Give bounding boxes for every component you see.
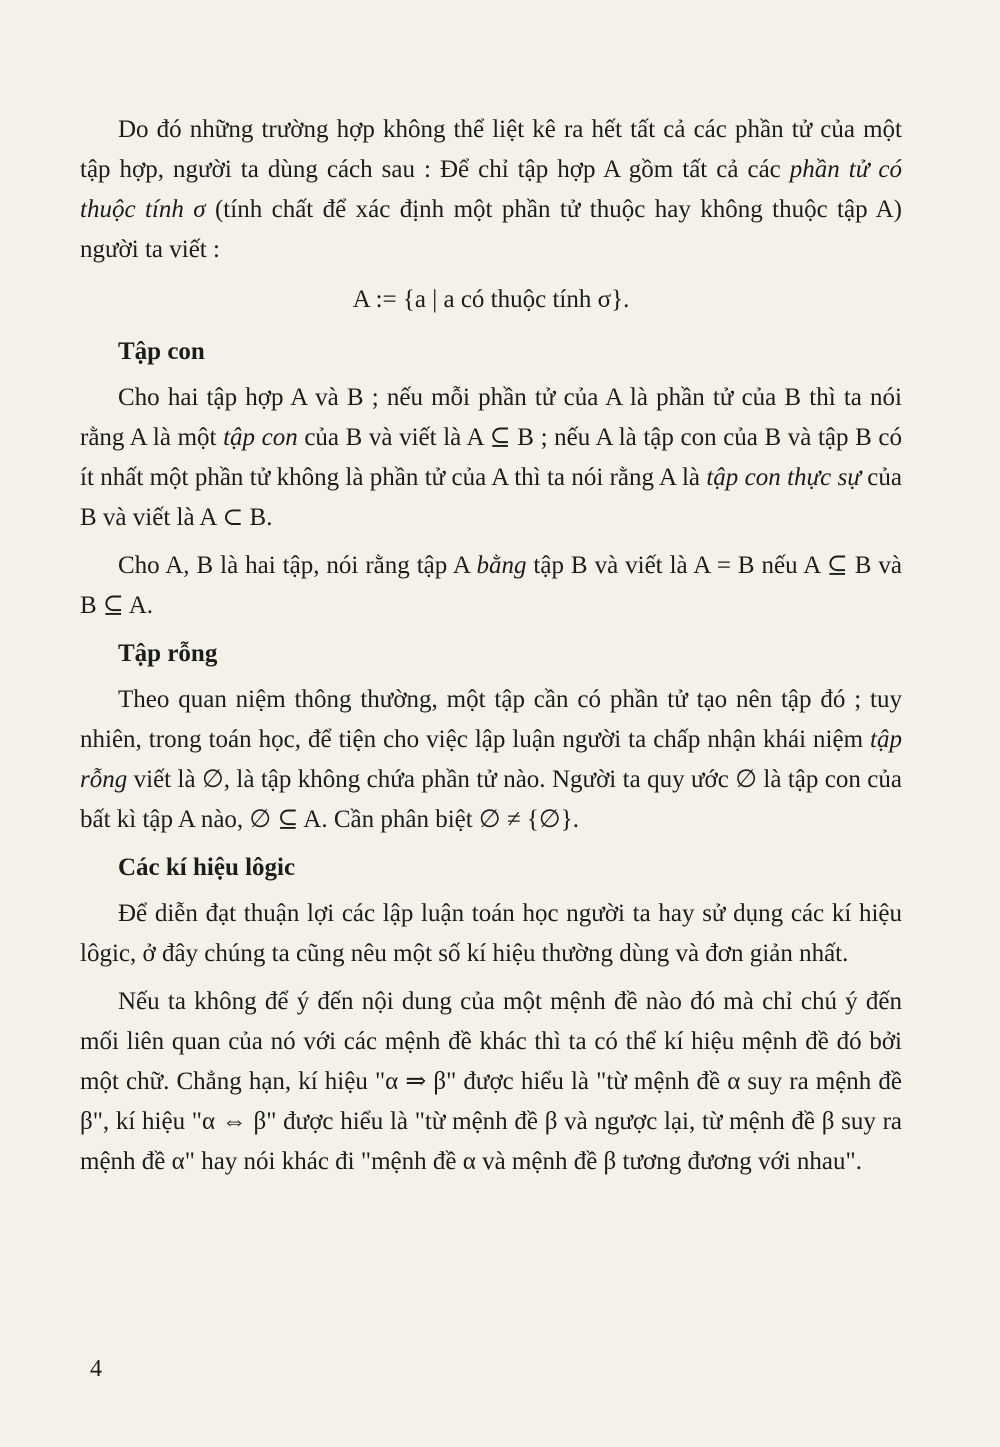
paragraph-empty-set: Theo quan niệm thông thường, một tập cần có phần tử tạo nên tập đó ; tuy nhiên, trong toán học, để tiện cho việc lập luận người ta chấp nhận khái niệm tập rỗng viết là ∅, là tập không chứa phần tử nào. Người ta quy ước ∅ là tập con của bất kì tập A nào, ∅ ⊆ A. Cần phân biệt ∅ ≠ {∅}. bbox=[80, 686, 902, 833]
paragraph-subset: Cho hai tập hợp A và B ; nếu mỗi phần tử của A là phần tử của B thì ta nói rằng A là một tập con của B và viết là A ⊆ B ; nếu A là tập con của B và tập B có ít nhất một phần tử không là phần tử của A thì ta nói rằng A là tập con thực sự của B và viết là A ⊂ B. bbox=[80, 384, 903, 531]
paragraph-logic-intro: Để diễn đạt thuận lợi các lập luận toán học người ta hay sử dụng các kí hiệu lôgic, ở đây chúng ta cũng nêu một số kí hiệu thường dùng và đơn giản nhất. bbox=[80, 900, 902, 967]
paragraph-logic-implication: Nếu ta không để ý đến nội dung của một mệnh đề nào đó mà chỉ chú ý đến mối liên quan của nó với các mệnh đề khác thì ta có thể kí hiệu mệnh đề đó bởi một chữ. Chẳng hạn, kí hiệu "α ⇒ β" được hiểu là "từ mệnh đề α suy ra mệnh đề β", kí hiệu "α ⇔ β" được hiểu là "từ mệnh đề β và ngược lại, từ mệnh đề β suy ra mệnh đề α" hay nói khác đi "mệnh đề α và mệnh đề β tương đương với nhau". bbox=[80, 988, 902, 1175]
heading-subset: Tập con bbox=[118, 338, 205, 365]
set-builder-formula: A := {a | a có thuộc tính σ}. bbox=[352, 286, 630, 313]
heading-logic-symbols: Các kí hiệu lôgic bbox=[118, 854, 296, 881]
paragraph-set-builder: Do đó những trường hợp không thể liệt kê ra hết tất cả các phần tử của một tập hợp, người ta dùng cách sau : Để chỉ tập hợp A gồm tất cả các phần tử có thuộc tính σ (tính chất để xác định một phần tử thuộc hay không thuộc tập A) người ta viết : bbox=[80, 116, 903, 263]
page-body bbox=[80, 110, 902, 1190]
paragraph-equal-sets: Cho A, B là hai tập, nói rằng tập A bằng tập B và viết là A = B nếu A ⊆ B và B ⊆ A. bbox=[80, 552, 902, 619]
page-number: 4 bbox=[90, 1356, 102, 1382]
heading-empty-set: Tập rỗng bbox=[118, 640, 218, 667]
